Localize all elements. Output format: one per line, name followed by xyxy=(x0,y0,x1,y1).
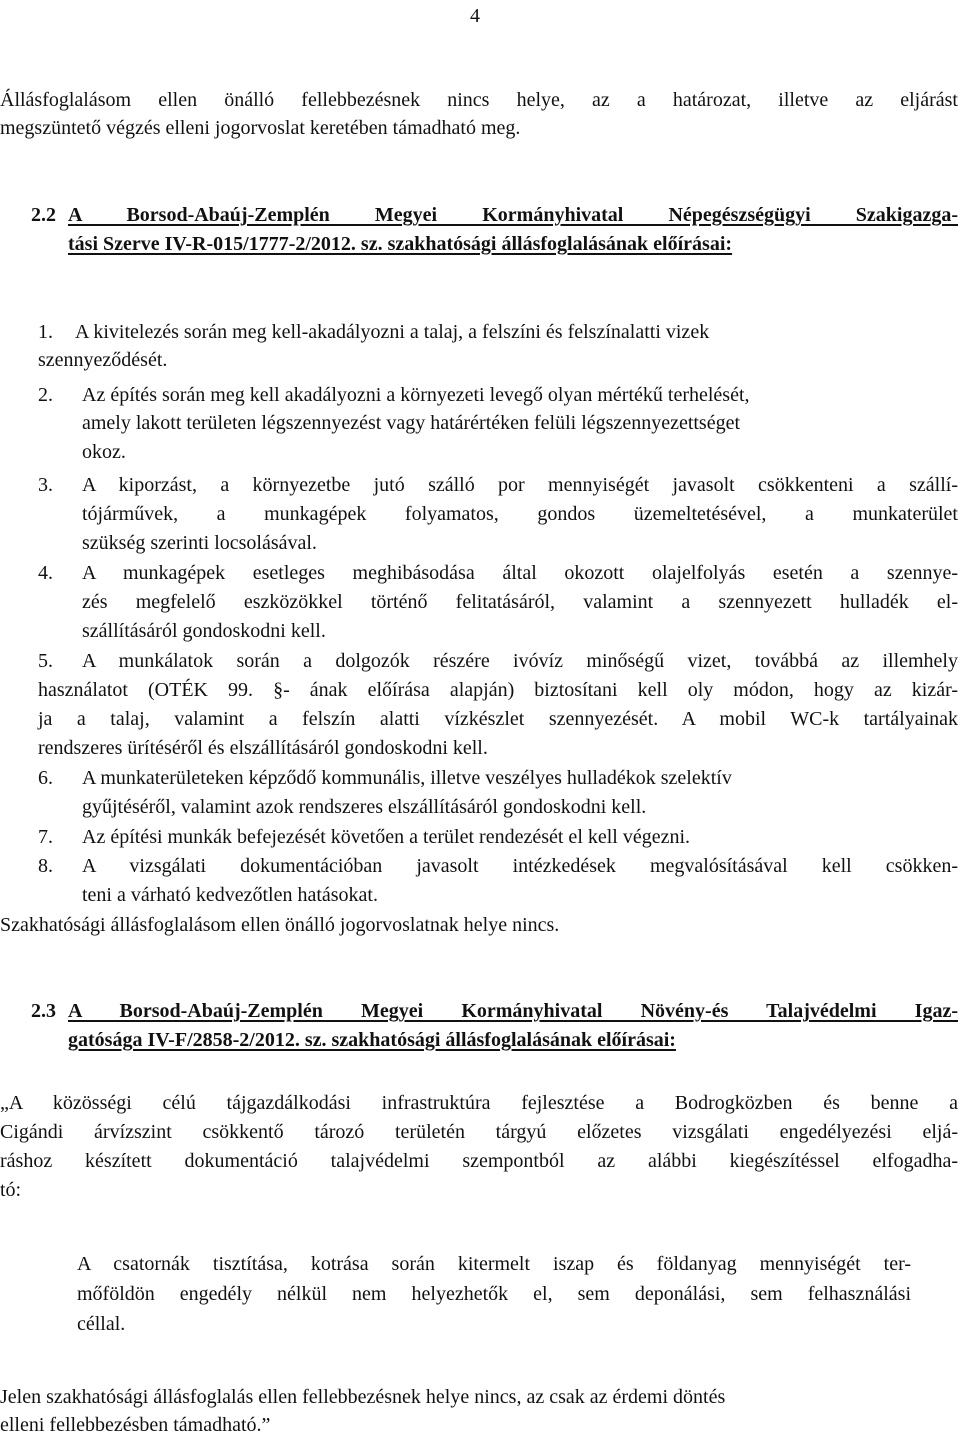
quote-line-4: tó: xyxy=(0,1179,22,1201)
section-2-2-title-line-1: A Borsod-Abaúj-Zemplén Megyei Kormányhivatal Népegészségügyi Szakigazga- xyxy=(68,204,958,226)
item-5-number: 5. xyxy=(38,650,53,672)
page-number: 4 xyxy=(470,5,480,27)
item-4-line-3: szállításáról gondoskodni kell. xyxy=(82,620,326,642)
quote-line-2: Cigándi árvízszint csökkentő tározó területén tárgyú előzetes vizsgálati engedélyezési eljá- xyxy=(0,1121,958,1143)
item-2-number: 2. xyxy=(38,384,53,406)
indent-line-2: mőföldön engedély nélkül nem helyezhetők el, sem deponálási, sem felhasználási xyxy=(77,1283,911,1305)
intro-line-2: megszüntető végzés elleni jogorvoslat keretében támadható meg. xyxy=(0,117,521,139)
item-4-line-1: A munkagépek esetleges meghibásodása által okozott olajelfolyás esetén a szennye- xyxy=(82,562,958,584)
item-2-line-2: amely lakott területen légszennyezést vagy határértéken felüli légszennyezettséget xyxy=(82,412,741,434)
item-6-line-1: A munkaterületeken képződő kommunális, illetve veszélyes hulladékok szelektív xyxy=(82,767,732,789)
item-1-line-2: szennyeződését. xyxy=(38,349,168,371)
final-line-2: elleni fellebbezésben támadható.” xyxy=(0,1414,271,1436)
item-1-number: 1. xyxy=(38,321,53,343)
item-5-line-2: használatot (OTÉK 99. §- ának előírása alapján) biztosítani kell oly módon, hogy az kizár- xyxy=(38,679,958,701)
item-8-number: 8. xyxy=(38,855,53,877)
intro-line-1: Állásfoglalásom ellen önálló fellebbezésnek nincs helye, az a határozat, illetve az eljárást xyxy=(0,89,958,111)
section-2-3-title-line-1: A Borsod-Abaúj-Zemplén Megyei Kormányhivatal Növény-és Talajvédelmi Igaz- xyxy=(68,1000,958,1022)
quote-line-1: „A közösségi célú tájgazdálkodási infrastruktúra fejlesztése a Bodrogközben és benne a xyxy=(0,1092,958,1114)
item-5-line-3: ja a talaj, valamint a felszín alatti vízkészlet szennyezését. A mobil WC-k tartályainak xyxy=(38,708,958,730)
item-5-line-4: rendszeres ürítéséről és elszállításáról gondoskodni kell. xyxy=(38,737,488,759)
item-7-line-1: Az építési munkák befejezését követően a terület rendezését el kell végezni. xyxy=(82,826,691,848)
item-4-line-2: zés megfelelő eszközökkel történő felitatásáról, valamint a szennyezett hulladék el- xyxy=(82,591,958,613)
item-4-number: 4. xyxy=(38,562,53,584)
section-2-3-title-line-2: gatósága IV-F/2858-2/2012. sz. szakhatósági állásfoglalásának előírásai: xyxy=(68,1029,676,1051)
item-5-line-1: A munkálatok során a dolgozók részére ivóvíz minőségű vizet, továbbá az illemhely xyxy=(82,650,958,672)
quote-line-3: ráshoz készített dokumentáció talajvédelmi szempontból az alábbi kiegészítéssel elfogadha- xyxy=(0,1150,958,1172)
indent-line-3: céllal. xyxy=(77,1313,126,1335)
item-6-line-2: gyűjtéséről, valamint azok rendszeres elszállításáról gondoskodni kell. xyxy=(82,796,647,818)
section-2-2-closing: Szakhatósági állásfoglalásom ellen önálló jogorvoslatnak helye nincs. xyxy=(0,914,560,936)
item-2-line-1: Az építés során meg kell akadályozni a környezeti levegő olyan mértékű terhelését, xyxy=(82,384,750,406)
item-3-line-3: szükség szerinti locsolásával. xyxy=(82,532,317,554)
item-8-line-2: teni a várható kedvezőtlen hatásokat. xyxy=(82,884,378,906)
section-2-2-number: 2.2 xyxy=(31,204,56,226)
item-1-line-1: A kivitelezés során meg kell-akadályozni a talaj, a felszíni és felszínalatti vizek xyxy=(75,321,710,343)
item-2-line-3: okoz. xyxy=(82,441,126,463)
item-8-line-1: A vizsgálati dokumentációban javasolt intézkedések megvalósításával kell csökken- xyxy=(82,855,958,877)
item-3-line-2: tójárművek, a munkagépek folyamatos, gondos üzemeltetésével, a munkaterület xyxy=(82,503,958,525)
item-3-number: 3. xyxy=(38,474,53,496)
item-7-number: 7. xyxy=(38,826,53,848)
indent-line-1: A csatornák tisztítása, kotrása során kitermelt iszap és földanyag mennyiségét ter- xyxy=(77,1253,911,1275)
section-2-2-title-line-2: tási Szerve IV-R-015/1777-2/2012. sz. szakhatósági állásfoglalásának előírásai: xyxy=(68,233,733,255)
final-line-1: Jelen szakhatósági állásfoglalás ellen fellebbezésnek helye nincs, az csak az érdemi döntés xyxy=(0,1386,726,1408)
section-2-3-number: 2.3 xyxy=(31,1000,56,1022)
item-3-line-1: A kiporzást, a környezetbe jutó szálló por mennyiségét javasolt csökkenteni a szállí- xyxy=(82,474,958,496)
item-6-number: 6. xyxy=(38,767,53,789)
